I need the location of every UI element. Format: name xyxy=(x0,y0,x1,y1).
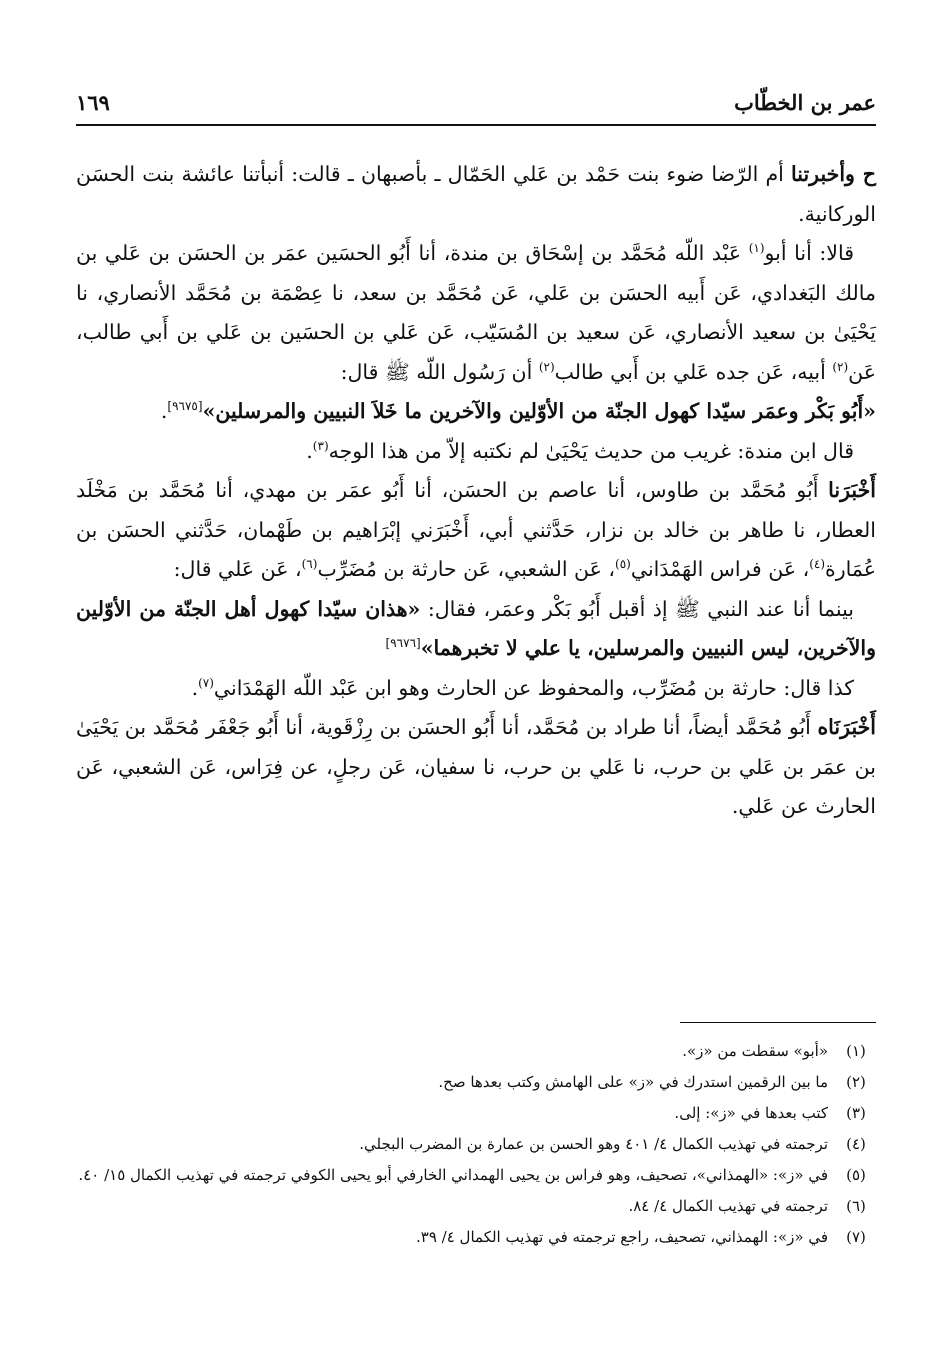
paragraph-1 xyxy=(76,155,876,234)
footnotes xyxy=(76,1036,876,1253)
paragraph-text: ، عَن عَلي قال: xyxy=(173,557,302,581)
footnote-marker: (٥) xyxy=(615,557,631,572)
footnote xyxy=(76,1067,876,1098)
paragraph-6 xyxy=(76,669,876,709)
running-title: عمر بن الخطّاب xyxy=(734,90,876,115)
footnote xyxy=(76,1191,876,1222)
footnote-text: ترجمته في تهذيب الكمال ٤/ ٨٤. xyxy=(628,1197,828,1215)
hadith-text: «أَبُو بَكْر وعمَر سيّدا كهول الجنّة من الأوّلين والآخرين ما خَلاَ النبيين والمرسلين» xyxy=(202,399,876,423)
footnote-text: في «ز»: «الهمذاني»، تصحيف، وهو فراس بن يحيى الهمداني الخارفي أبو يحيى الكوفي ترجمته في تهذيب الكمال ١٥/ ٤٠. xyxy=(78,1166,828,1184)
isnad-lead: أَخْبَرَنا xyxy=(828,478,876,502)
paragraph-text: قال ابن مندة: غريب من حديث يَحْيَىٰ لم نكتبه إلاّ من هذا الوجه xyxy=(328,438,854,463)
hadith-1 xyxy=(76,392,876,432)
hadith-text: «هذان سيّدا كهول أهل الجنّة من الأوّلين والآخرين، ليس النبيين والمرسلين، يا علي لا تخبرهما» xyxy=(76,596,876,660)
paragraph-text: أبيه، عَن جده عَلي بن أَبي طالب xyxy=(554,359,833,384)
paragraph-5 xyxy=(76,590,876,669)
paragraph-text: أن رَسُول اللّه ﷺ قال: xyxy=(340,359,539,384)
paragraph-text: عَبْد اللّه مُحَمَّد بن إسْحَاق بن مندة، أنا أَبُو الحسَين عمَر بن الحسَن بن عَلي بن مالك البَغدادي، عَن أَبيه الحسَن بن عَلي، عَن مُحَمَّد بن سعد، نا عِصْمَة بن مُحَمَّد الأنصاري، نا يَحْيَىٰ بن سعيد الأنصاري، عَن سعيد بن المُسَيّب، عَن عَلي بن الحسَين بن عَلي بن أَبي طالب، عَن xyxy=(76,241,876,384)
paragraph-text: قالا: أنا أبو xyxy=(764,241,854,265)
paragraph-3 xyxy=(76,432,876,472)
footnote-number: (٤) xyxy=(846,1135,866,1153)
footnote xyxy=(76,1222,876,1253)
footnote-text: ترجمته في تهذيب الكمال ٤/ ٤٠١ وهو الحسن بن عمارة بن المضرب البجلي. xyxy=(359,1135,828,1153)
footnote-marker: (٧) xyxy=(198,675,214,690)
footnote-number: (٦) xyxy=(846,1197,866,1215)
paragraph-text: . xyxy=(160,399,168,423)
main-text xyxy=(76,155,876,827)
header-rule xyxy=(76,124,876,126)
footnote xyxy=(76,1098,876,1129)
paragraph-text: أم الرّضا ضوء بنت حَمْد بن عَلي الحَمّال ـ بأصبهان ـ قالت: أنبأتنا عائشة بنت الحسَن الوركانية. xyxy=(76,162,876,226)
footnote-marker: (١) xyxy=(748,241,765,256)
footnote-number: (٣) xyxy=(846,1104,866,1122)
footnote-marker: (٢) xyxy=(538,359,555,374)
footnote-marker: (٢) xyxy=(832,359,849,374)
footnote-rule xyxy=(680,1022,876,1023)
footnote xyxy=(76,1160,876,1191)
footnote-marker: (٤) xyxy=(809,557,826,572)
paragraph-text: بينما أنا عند النبي ﷺ إذ أقبل أَبُو بَكْر وعمَر، فقال: xyxy=(420,596,854,621)
footnote-number: (٢) xyxy=(846,1073,866,1091)
paragraph-2 xyxy=(76,234,876,392)
footnote-marker: (٣) xyxy=(312,438,329,453)
footnote xyxy=(76,1036,876,1067)
footnote-number: (١) xyxy=(846,1042,866,1060)
isnad-lead: أَخْبَرَنَاه xyxy=(817,715,876,739)
footnote xyxy=(76,1129,876,1160)
footnote-number: (٧) xyxy=(846,1228,866,1246)
isnad-lead: ح وأخبرتنا xyxy=(791,162,876,186)
paragraph-text: أَبُو مُحَمَّد بن طاوس، أنا عاصم بن الحسَن، أنا أَبُو عمَر بن مهدي، أنا مُحَمَّد بن مَخْلَد العطار، نا طاهر بن خالد بن نزار، حَدَّثني أبي، أَخْبَرَني إبْرَاهيم بن طَهْمان، حَدَّثني الحسَن بن عُمَارة xyxy=(76,478,876,581)
paragraph-7 xyxy=(76,708,876,827)
paragraph-text: ، عَن الشعبي، عَن حارثة بن مُضَرِّب xyxy=(317,557,616,581)
footnote-text: كتب بعدها في «ز»: إلى. xyxy=(674,1104,828,1122)
footnote-text: في «ز»: الهمذاني، تصحيف، راجع ترجمته في تهذيب الكمال ٤/ ٣٩. xyxy=(415,1228,828,1246)
paragraph-text: أَبُو مُحَمَّد أيضاً، أنا طراد بن مُحَمَّد، أنا أَبُو الحسَن بن رِزْقَوية، أنا أَبُو جَعْفَر مُحَمَّد بن يَحْيَىٰ بن عمَر بن عَلي بن حرب، نا عَلي بن حرب، نا سفيان، عَن رجلٍ، عن فِرَاس، عَن الشعبي، عَن الحارث عن عَلي. xyxy=(76,715,876,818)
hadith-number: [٩٦٧٥] xyxy=(167,399,203,414)
footnote-number: (٥) xyxy=(846,1166,866,1184)
paragraph-text: . xyxy=(191,675,199,700)
paragraph-text: ، عَن فراس الهَمْدَاني xyxy=(630,557,810,581)
paragraph-4 xyxy=(76,471,876,590)
paragraph-text: . xyxy=(306,438,313,463)
footnote-marker: (٦) xyxy=(301,557,318,572)
footnote-text: ما بين الرقمين استدرك في «ز» على الهامش وكتب بعدها صح. xyxy=(438,1073,828,1091)
hadith-number: [٩٦٧٦] xyxy=(385,636,421,651)
running-header xyxy=(76,90,876,122)
paragraph-text: كذا قال: حارثة بن مُضَرِّب، والمحفوظ عن الحارث وهو ابن عَبْد اللّه الهَمْدَاني xyxy=(213,675,854,700)
footnote-text: «أبو» سقطت من «ز». xyxy=(682,1042,828,1060)
page-number: ١٦٩ xyxy=(76,90,110,115)
